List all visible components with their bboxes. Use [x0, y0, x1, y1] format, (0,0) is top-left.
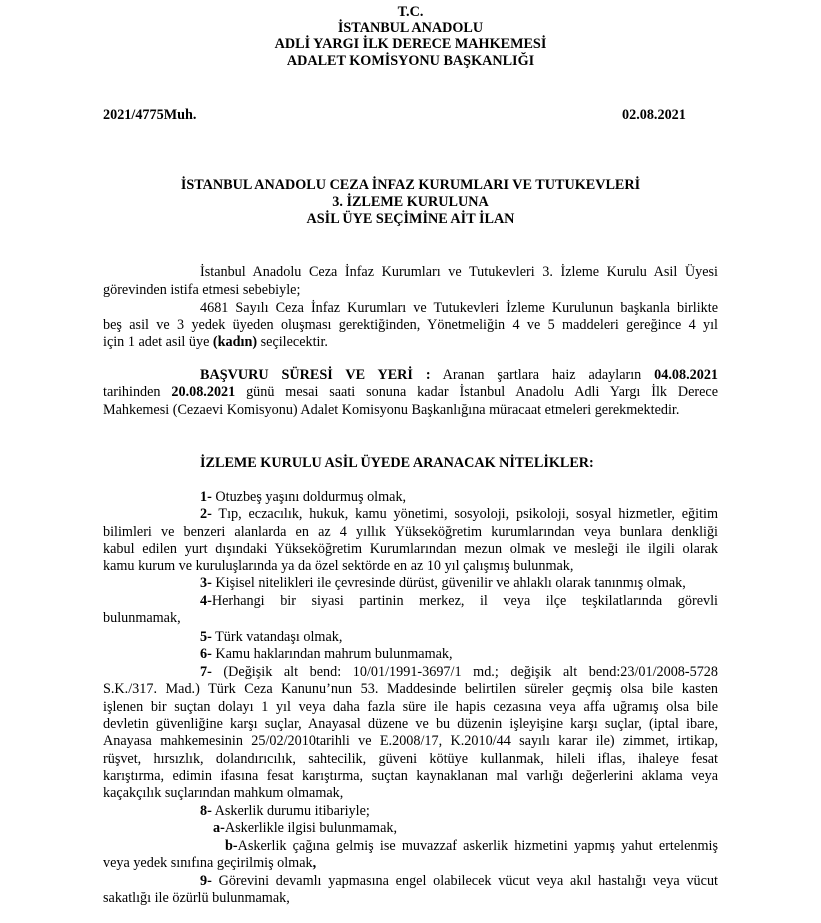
item-1-number: 1- [200, 489, 212, 505]
qualification-item-5 [200, 629, 342, 645]
item-2-text: Tıp, eczacılık, hukuk, kamu yönetimi, sosyoloji, psikoloji, sosyal hizmetler, eğitim [211, 506, 718, 522]
qualification-item-7-line5: Anayasa mahkemesinin 25/02/2010tarihli ve E.2008/17, K.2010/44 sayılı karar ile) zimmet, irtikap, [103, 733, 718, 749]
item-6-text: Kamu haklarından mahrum bulunmamak, [211, 646, 453, 662]
document-date: 02.08.2021 [622, 107, 686, 123]
application-line3: Mahkemesi (Cezaevi Komisyonu) Adalet Komisyonu Başkanlığına müracaat etmeleri gerekmektedir. [103, 402, 680, 418]
item-8b-line2-text: veya yedek sınıfına geçirilmiş olmak [103, 855, 313, 871]
qualification-item-7-line3: işlenen bir suçtan dolayı 1 yıl veya daha fazla süre ile hapis cezasına veya affa uğramış olsa bile [103, 699, 718, 715]
application-line2-a: tarihinden [103, 384, 172, 400]
item-8-text: Askerlik durumu itibariyle; [211, 803, 370, 819]
item-5-text: Türk vatandaşı olmak, [211, 629, 343, 645]
header-commission: ADALET KOMİSYONU BAŞKANLIĞI [286, 53, 535, 69]
item-8a-letter: a- [213, 820, 225, 836]
item-6-number: 6- [200, 646, 212, 662]
item-5-number: 5- [200, 629, 212, 645]
reference-number: 2021/4775Muh. [103, 107, 197, 123]
intro-p2-line3-c: seçilecektir. [257, 334, 328, 350]
intro-p2-line2: beş asil ve 3 yedek üyeden oluşması gerektiğinden, Yönetmeliğin 4 ve 5 maddeleri gereğince 4 yıl [103, 317, 718, 333]
item-7-number: 7- [200, 664, 212, 680]
intro-p2-line3 [103, 334, 328, 350]
item-8b-comma: , [312, 855, 317, 871]
qualification-item-7-line4: devletin güvenliğine karşı suçlar, Anayasal düzene ve bu düzenin işleyişine karşı suçlar, (iptal ibare, [103, 716, 718, 732]
item-3-text: Kişisel nitelikleri ile çevresinde dürüst, güvenilir ve ahlaklı olarak tanınmış olmak, [211, 575, 686, 591]
item-8b-text: Askerlik çağına gelmiş ise muvazzaf askerlik hizmetini yapmış yahut ertelenmiş [237, 838, 718, 854]
item-4-text: Herhangi bir siyasi partinin merkez, il veya ilçe teşkilatlarında görevli [211, 593, 718, 609]
item-9-number: 9- [200, 873, 212, 889]
application-line2-b: günü mesai saati sonuna kadar İstanbul Anadolu Adli Yargı İlk Derece [235, 384, 718, 400]
qualification-item-4-line2: bulunmamak, [103, 610, 181, 626]
gender-requirement: (kadın) [212, 334, 258, 350]
qualification-item-7-line6: rüşvet, hırsızlık, dolandırıcılık, sahtecilik, güveni kötüye kullanmak, hileli iflas, ihaleye fesat [103, 751, 718, 767]
intro-p2-line1: 4681 Sayılı Ceza İnfaz Kurumları ve Tutukevleri İzleme Kurulunun başkanla birlikte [200, 300, 718, 316]
qualification-item-7-line7: karıştırma, edimin ifasına fesat karıştırma, suçtan kaynaklanan mal varlığı değerlerini aklama veya [103, 768, 718, 784]
qualifications-heading: İZLEME KURULU ASİL ÜYEDE ARANACAK NİTELİKLER: [200, 455, 594, 471]
intro-p1-line2: görevinden istifa etmesi sebebiyle; [103, 282, 301, 298]
qualification-item-3 [200, 575, 686, 591]
qualification-item-4-line1 [200, 593, 718, 609]
application-label: BAŞVURU SÜRESİ VE YERİ : [200, 367, 431, 383]
qualification-item-1 [200, 489, 406, 505]
item-2-number: 2- [200, 506, 212, 522]
header-city: İSTANBUL ANADOLU [337, 20, 484, 36]
item-8a-text: Askerlikle ilgisi bulunmamak, [224, 820, 398, 836]
qualification-item-2-line1 [200, 506, 718, 522]
qualification-item-7-line2: S.K./317. Mad.) Türk Ceza Kanunu’nun 53. Maddesinde belirtilen süreler geçmiş olsa bile kasten [103, 681, 718, 697]
qualification-item-8b-line2 [103, 855, 316, 871]
item-1-text: Otuzbeş yaşını doldurmuş olmak, [211, 489, 407, 505]
header-court: ADLİ YARGI İLK DERECE MAHKEMESİ [274, 36, 547, 52]
qualification-item-8a [213, 820, 397, 836]
qualification-item-2-line2: bilimleri ve benzeri alanlarda en az 4 yıllık Yükseköğretim kurumlarından veya bunlara denkliği [103, 524, 718, 540]
application-end-date: 20.08.2021 [171, 384, 236, 400]
item-9-text: Görevini devamlı yapmasına engel olabilecek vücut veya akıl hastalığı veya vücut [211, 873, 718, 889]
title-line-1: İSTANBUL ANADOLU CEZA İNFAZ KURUMLARI VE TUTUKEVLERİ [180, 177, 641, 193]
application-line1 [200, 367, 718, 383]
qualification-item-9-line1 [200, 873, 718, 889]
title-line-2: 3. İZLEME KURULUNA [332, 194, 489, 210]
title-line-3: ASİL ÜYE SEÇİMİNE AİT İLAN [306, 211, 515, 227]
qualification-item-8 [200, 803, 370, 819]
item-3-number: 3- [200, 575, 212, 591]
qualification-item-8b-line1 [225, 838, 718, 854]
qualification-item-2-line4: kamu kurum ve kuruluşlarında ya da özel sektörde en az 10 yıl çalışmış bulunmak, [103, 558, 574, 574]
application-line1-text: Aranan şartlara haiz adayların [430, 367, 655, 383]
header-tc: T.C. [397, 4, 424, 20]
qualification-item-2-line3: kabul edilen yurt dışındaki Yükseköğretim Kurumlarından mezun olmak ve mesleği ile ilgili olarak [103, 541, 718, 557]
item-8b-letter: b- [225, 838, 238, 854]
item-4-number: 4- [200, 593, 212, 609]
intro-p1-line1: İstanbul Anadolu Ceza İnfaz Kurumları ve Tutukevleri 3. İzleme Kurulu Asil Üyesi [200, 264, 718, 280]
qualification-item-7-line1 [200, 664, 718, 680]
intro-p2-line3-a: için 1 adet asil üye [103, 334, 213, 350]
qualification-item-9-line2: sakatlığı ile özürlü bulunmamak, [103, 890, 290, 906]
qualification-item-7-line8: kaçakçılık suçlarından mahkum olmamak, [103, 785, 344, 801]
item-8-number: 8- [200, 803, 212, 819]
qualification-item-6 [200, 646, 453, 662]
application-start-date: 04.08.2021 [654, 367, 719, 383]
application-line2 [103, 384, 718, 400]
item-7-text: (Değişik alt bend: 10/01/1991-3697/1 md.; değişik alt bend:23/01/2008-5728 [211, 664, 718, 680]
